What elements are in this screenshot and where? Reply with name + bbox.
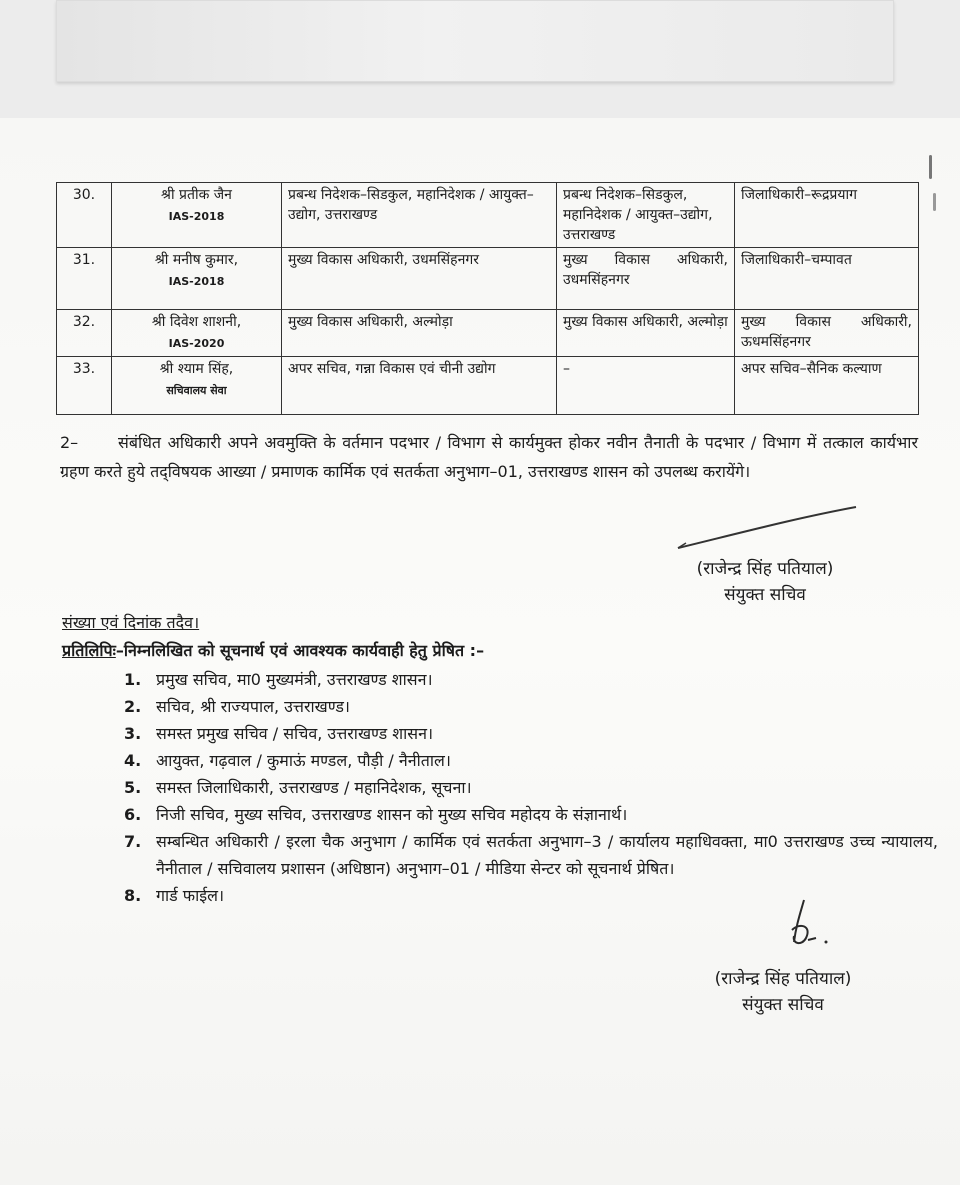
list-number: 1. — [124, 670, 142, 689]
new-post: अपर सचिव–सैनिक कल्याण — [735, 357, 919, 415]
paragraph-text: संबंधित अधिकारी अपने अवमुक्ति के वर्तमान पदभार / विभाग से कार्यमुक्त होकर नवीन तैनाती के पदभार / विभाग में तत्काल कार्यभार ग्रहण करते हुये तद्‌विषयक आख्या / प्रमाणक कार्मिक एवं सतर्कता अनुभाग–01, उत्तराखण्ड शासन को उपलब्ध करायेंगे। — [60, 433, 918, 481]
serial-number: 33. — [57, 357, 112, 415]
list-text: प्रमुख सचिव, मा0 मुख्यमंत्री, उत्तराखण्ड शासन। — [156, 670, 433, 689]
new-post: जिलाधिकारी–चम्पावत — [735, 248, 919, 310]
table-row — [57, 310, 919, 357]
officer-service: सचिवालय सेवा — [166, 384, 227, 397]
list-item — [124, 774, 938, 801]
list-item — [124, 828, 938, 882]
officer-name-cell — [112, 248, 282, 310]
current-post: प्रबन्ध निदेशक–सिडकुल, महानिदेशक / आयुक्त–उद्योग, उत्तराखण्ड — [282, 183, 557, 248]
list-item — [124, 666, 938, 693]
list-text: समस्त प्रमुख सचिव / सचिव, उत्तराखण्ड शासन। — [156, 724, 434, 743]
list-number: 3. — [124, 724, 142, 743]
list-text: समस्त जिलाधिकारी, उत्तराखण्ड / महानिदेशक, सूचना। — [156, 778, 472, 797]
signatory-designation: संयुक्त सचिव — [724, 585, 806, 605]
list-text: आयुक्त, गढ़वाल / कुमाऊं मण्डल, पौड़ी / नैनीताल। — [156, 751, 451, 770]
instruction-paragraph — [60, 428, 918, 486]
copy-recipient-list — [124, 666, 938, 909]
signature-stroke — [676, 504, 866, 554]
list-text: सचिव, श्री राज्यपाल, उत्तराखण्ड। — [156, 697, 350, 716]
signatory-name: (राजेन्द्र सिंह पतियाल) — [696, 559, 834, 579]
officer-name: श्री प्रतीक जैन — [161, 187, 232, 203]
signature-block — [640, 556, 890, 608]
list-number: 4. — [124, 751, 142, 770]
relieved-post: प्रबन्ध निदेशक–सिडकुल, महानिदेशक / आयुक्त–उद्योग, उत्तराखण्ड — [557, 183, 735, 248]
officer-name: श्री दिवेश शाशनी, — [151, 314, 242, 330]
list-text: गार्ड फाईल। — [156, 886, 225, 905]
list-item — [124, 801, 938, 828]
officer-name: श्री श्याम सिंह, — [159, 361, 234, 377]
copy-heading-text: –निम्नलिखित को सूचनार्थ एवं आवश्यक कार्यवाही हेतु प्रेषित :– — [115, 641, 485, 660]
transfer-order-table — [56, 182, 919, 415]
signature-block — [668, 966, 898, 1018]
paragraph-number: 2– — [60, 433, 79, 452]
list-item — [124, 693, 938, 720]
new-post: मुख्य विकास अधिकारी, ऊधमसिंहनगर — [735, 310, 919, 357]
relieved-post: – — [557, 357, 735, 415]
reference-line: संख्या एवं दिनांक तदैव। — [62, 613, 200, 632]
list-number: 8. — [124, 886, 142, 905]
current-post: मुख्य विकास अधिकारी, उधमसिंहनगर — [282, 248, 557, 310]
signatory-name: (राजेन्द्र सिंह पतियाल) — [714, 969, 852, 989]
page-edge-mark — [929, 155, 932, 179]
list-text: निजी सचिव, मुख्य सचिव, उत्तराखण्ड शासन को मुख्य सचिव महोदय के संज्ञानार्थ। — [156, 805, 628, 824]
copy-heading-label: प्रतिलिपिः — [62, 641, 116, 660]
table-row — [57, 183, 919, 248]
officer-service: IAS-2020 — [168, 337, 225, 350]
current-post: मुख्य विकास अधिकारी, अल्मोड़ा — [282, 310, 557, 357]
serial-number: 32. — [57, 310, 112, 357]
officer-service: IAS-2018 — [168, 275, 225, 288]
table-row — [57, 248, 919, 310]
officer-service: IAS-2018 — [168, 210, 225, 223]
officer-name-cell — [112, 310, 282, 357]
serial-number: 30. — [57, 183, 112, 248]
serial-number: 31. — [57, 248, 112, 310]
relieved-post: मुख्य विकास अधिकारी, उधमसिंहनगर — [557, 248, 735, 310]
list-number: 7. — [124, 832, 142, 851]
list-number: 6. — [124, 805, 142, 824]
previous-page-area — [0, 0, 960, 118]
officer-name-cell — [112, 357, 282, 415]
previous-image-card[interactable] — [56, 0, 894, 82]
list-item — [124, 747, 938, 774]
list-text: सम्बन्धित अधिकारी / इरला चैक अनुभाग / कार्मिक एवं सतर्कता अनुभाग–3 / कार्यालय महाधिवक्ता, मा0 उत्तराखण्ड उच्च न्यायालय, नैनीताल / सचिवालय प्रशासन (अधिष्ठान) अनुभाग–01 / मीडिया सेन्टर को सूचनार्थ प्रेषित। — [156, 832, 938, 878]
handwritten-initial — [782, 896, 832, 956]
list-item — [124, 720, 938, 747]
list-number: 5. — [124, 778, 142, 797]
table-row — [57, 357, 919, 415]
relieved-post: मुख्य विकास अधिकारी, अल्मोड़ा — [557, 310, 735, 357]
page-edge-mark — [933, 193, 936, 211]
signatory-designation: संयुक्त सचिव — [742, 995, 824, 1015]
officer-name: श्री मनीष कुमार, — [154, 252, 239, 268]
list-number: 2. — [124, 697, 142, 716]
officer-name-cell — [112, 183, 282, 248]
current-post: अपर सचिव, गन्ना विकास एवं चीनी उद्योग — [282, 357, 557, 415]
copy-heading — [62, 638, 484, 664]
new-post: जिलाधिकारी–रूद्रप्रयाग — [735, 183, 919, 248]
